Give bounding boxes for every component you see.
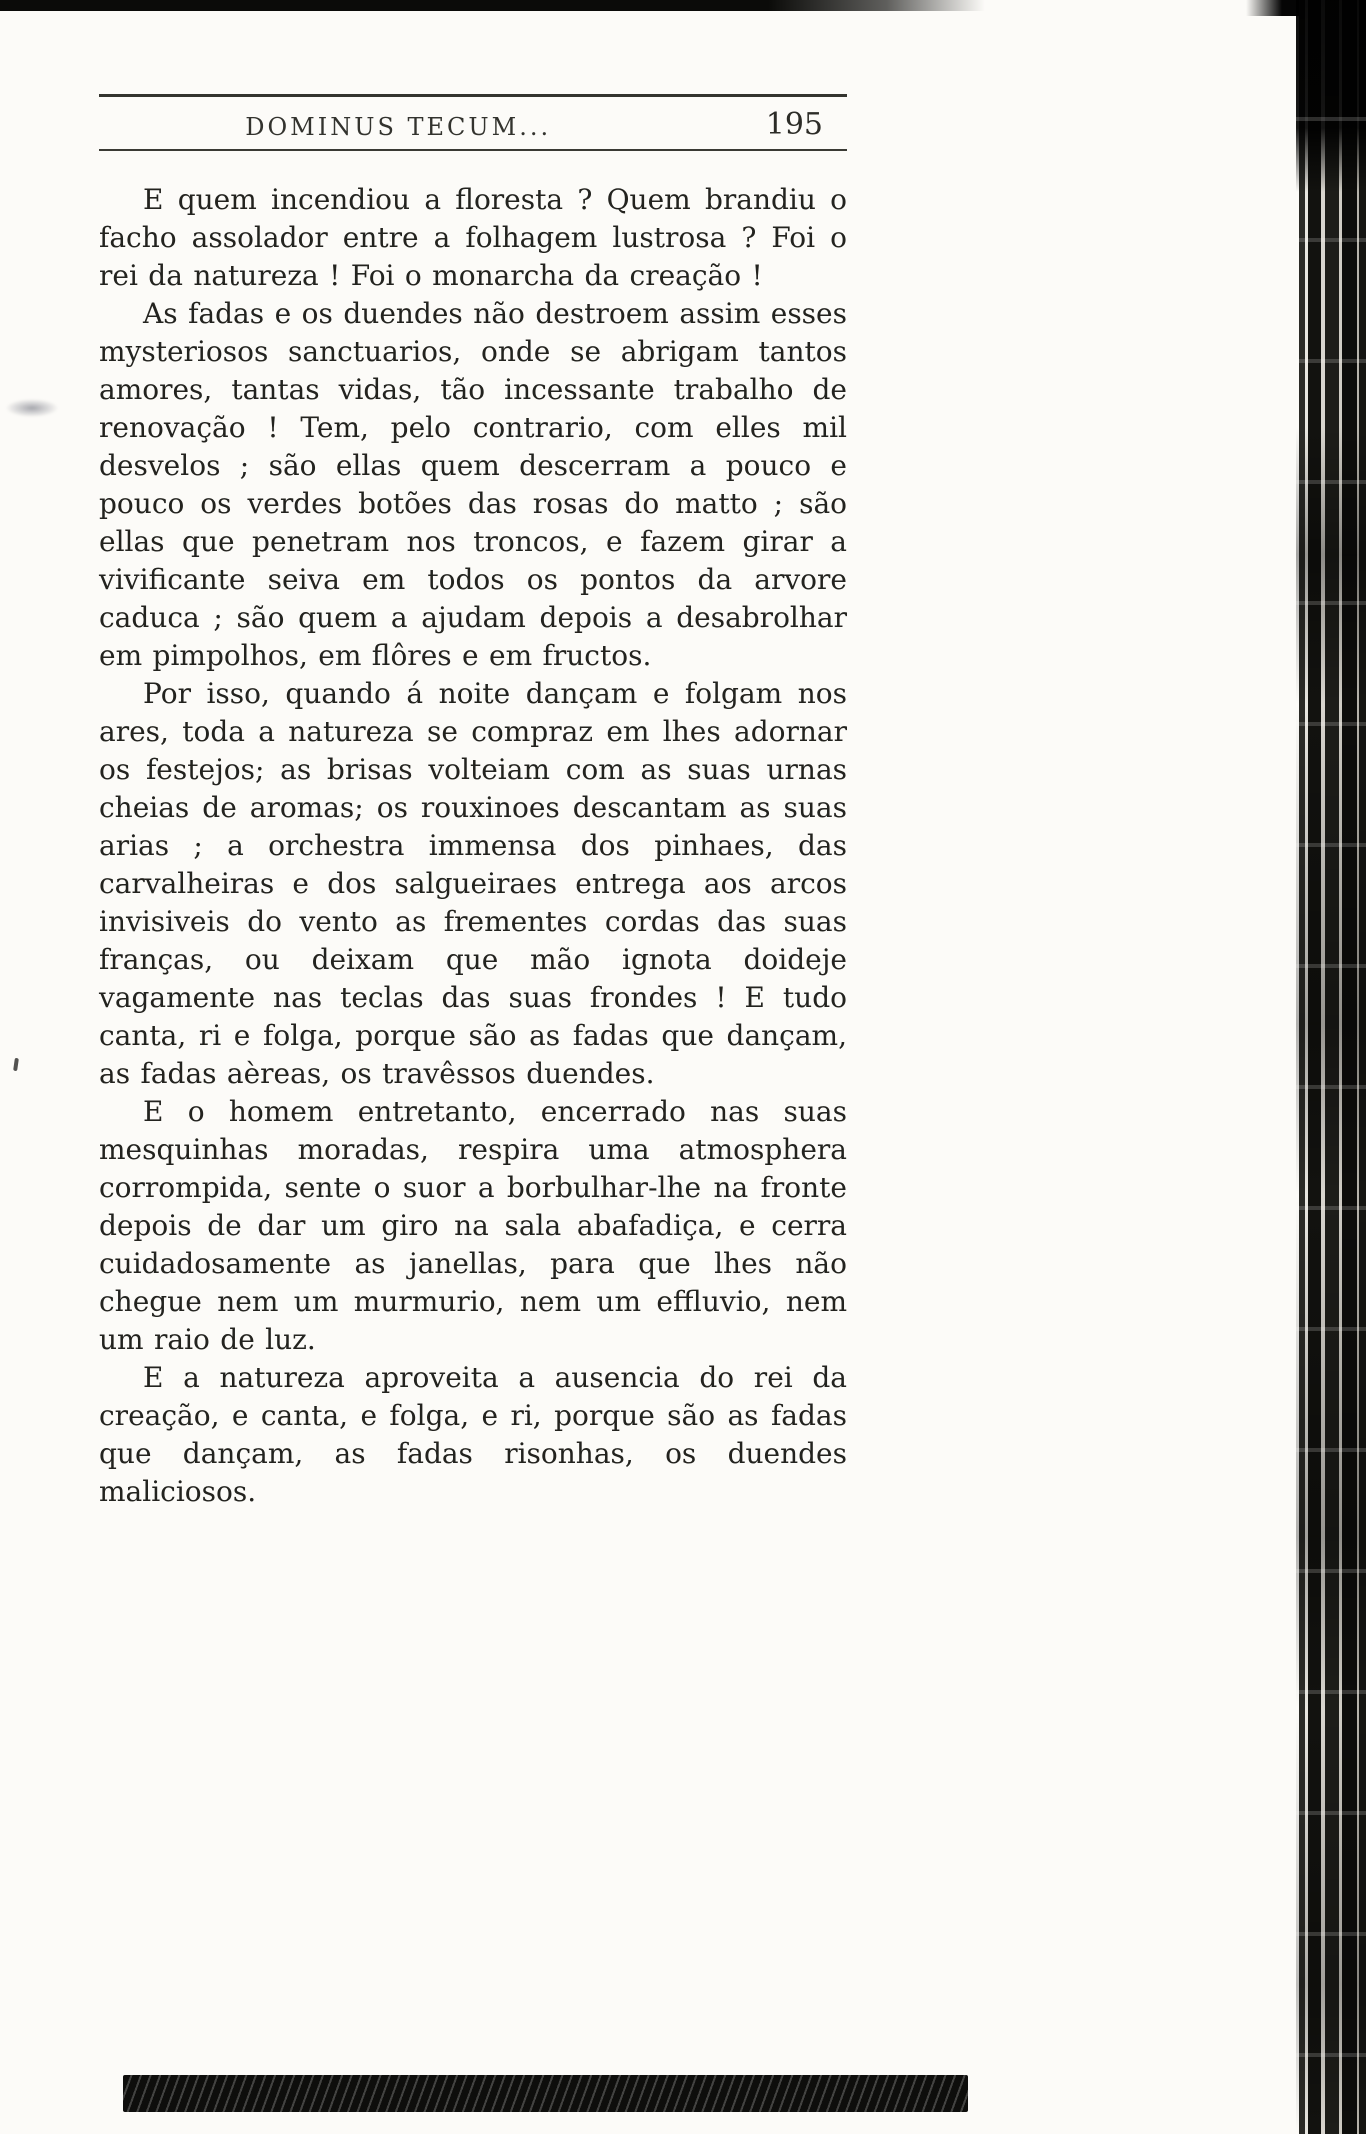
page-content bbox=[99, 94, 847, 1511]
header-rule-bottom bbox=[99, 149, 847, 151]
left-margin-mark bbox=[13, 1058, 19, 1071]
paragraph-1: E quem incendiou a floresta ? Quem brandiu o facho assolador entre a folhagem lustrosa ? Foi o rei da natureza ! Foi o monarcha da creação ! bbox=[99, 183, 847, 292]
paragraph-3: Por isso, quando á noite dançam e folgam nos ares, toda a natureza se compraz em lhes adornar os festejos; as brisas volteiam com as suas urnas cheias de aromas; os rouxinoes descantam as suas arias ; a orchestra immensa dos pinhaes, das carvalheiras e dos salgueiraes entrega aos arcos invisiveis do vento as frementes cordas das suas franças, ou deixam que mão ignota doideje vagamente nas teclas das suas frondes ! E tudo canta, ri e folga, porque são as fadas que dançam, as fadas aèreas, os travêssos duendes. bbox=[99, 677, 847, 1090]
paragraph-5: E a natureza aproveita a ausencia do rei da creação, e canta, e folga, e ri, porque são as fadas que dançam, as fadas risonhas, os duendes maliciosos. bbox=[99, 1361, 847, 1508]
page-body bbox=[99, 181, 847, 1511]
running-header bbox=[99, 97, 847, 149]
scan-artifact-bottom-strip bbox=[123, 2075, 968, 2112]
left-margin-smudge bbox=[6, 399, 58, 417]
scan-artifact-top-edge bbox=[0, 0, 985, 11]
book-binding-shadow bbox=[1296, 0, 1366, 2134]
running-header-title: DOMINUS TECUM... bbox=[245, 113, 552, 141]
paragraph-4: E o homem entretanto, encerrado nas suas mesquinhas moradas, respira uma atmosphera corrompida, sente o suor a borbulhar-lhe na fronte depois de dar um giro na sala abafadiça, e cerra cuidadosamente as janellas, para que lhes não chegue nem um murmurio, nem um effluvio, nem um raio de luz. bbox=[99, 1095, 847, 1356]
page-number: 195 bbox=[765, 107, 823, 142]
paragraph-2: As fadas e os duendes não destroem assim esses mysteriosos sanctuarios, onde se abrigam tantos amores, tantas vidas, tão incessante trabalho de renovação ! Tem, pelo contrario, com elles mil desvelos ; são ellas quem descerram a pouco e pouco os verdes botões das rosas do matto ; são ellas que penetram nos troncos, e fazem girar a vivificante seiva em todos os pontos da arvore caduca ; são quem a ajudam depois a desabrolhar em pimpolhos, em flôres e em fructos. bbox=[99, 297, 847, 672]
